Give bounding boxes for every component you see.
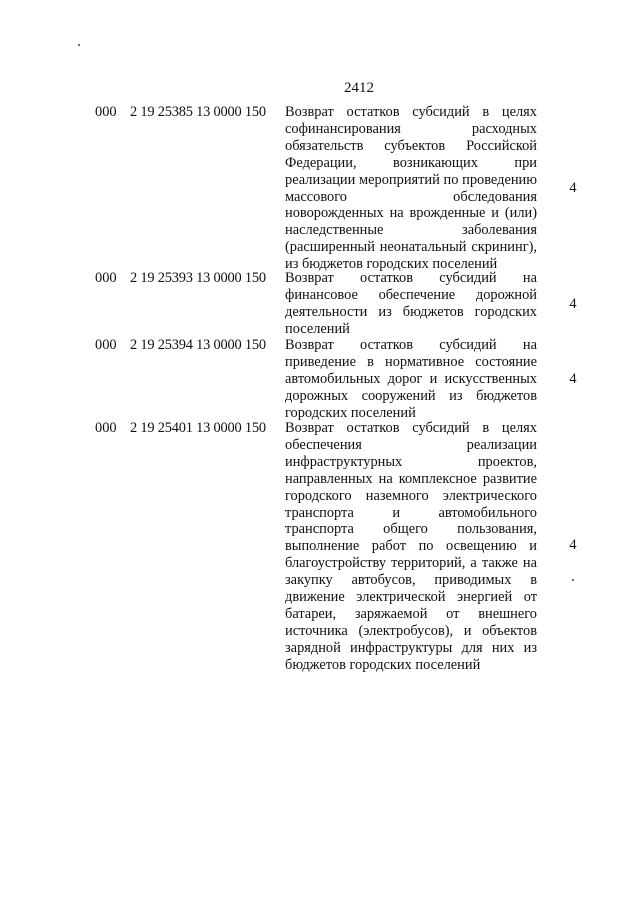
description-line: Возврат остатков субсидий на xyxy=(285,270,537,286)
scan-speck xyxy=(572,579,574,581)
description-line: городских поселений xyxy=(285,404,416,421)
table-row xyxy=(0,270,640,338)
description-line: приведение в нормативное состояние xyxy=(285,353,537,370)
table-row xyxy=(0,420,640,675)
admin-code: 000 xyxy=(95,337,117,353)
description-line: поселений xyxy=(285,320,350,337)
description-line: транспорта и автомобильного xyxy=(285,504,537,521)
description-line: Возврат остатков субсидий в целях xyxy=(285,104,537,120)
table-row xyxy=(0,337,640,422)
column-value: 4 xyxy=(569,537,577,553)
description-line: бюджетов городских поселений xyxy=(285,656,481,673)
description-line: источника (электробусов), и объектов xyxy=(285,622,537,639)
description-line: Федерации, возникающих при xyxy=(285,154,537,171)
description-line: благоустройству территорий, а также на xyxy=(285,555,537,572)
income-description xyxy=(285,270,537,338)
description-line: автомобильных дорог и искусственных xyxy=(285,370,537,387)
description-line: обязательств субъектов Российской xyxy=(285,137,537,154)
description-line: выполнение работ по освещению и xyxy=(285,538,537,555)
column-value: 4 xyxy=(569,371,577,387)
budget-classification-code: 2 19 25385 13 0000 150 xyxy=(130,104,266,120)
column-value: 4 xyxy=(569,296,577,312)
table-row xyxy=(0,104,640,274)
description-line: массового обследования xyxy=(285,188,537,205)
description-line: (расширенный неонатальный скрининг), xyxy=(285,239,537,256)
description-line: Возврат остатков субсидий на xyxy=(285,337,537,353)
description-line: финансовое обеспечение дорожной xyxy=(285,286,537,303)
income-description xyxy=(285,420,537,674)
description-line: софинансирования расходных xyxy=(285,120,537,137)
income-description xyxy=(285,104,537,273)
description-line: наследственные заболевания xyxy=(285,222,537,239)
description-line: направленных на комплексное развитие xyxy=(285,470,537,487)
admin-code: 000 xyxy=(95,104,117,120)
admin-code: 000 xyxy=(95,270,117,286)
description-line: городского наземного электрического xyxy=(285,487,537,504)
description-line: движение электрической энергией от xyxy=(285,589,537,606)
description-line: закупку автобусов, приводимых в xyxy=(285,572,537,589)
description-line: деятельности из бюджетов городских xyxy=(285,303,537,320)
income-description xyxy=(285,337,537,422)
budget-classification-code: 2 19 25393 13 0000 150 xyxy=(130,270,266,286)
page-number: 2412 xyxy=(344,80,374,96)
description-line: дорожных сооружений из бюджетов xyxy=(285,387,537,404)
budget-classification-code: 2 19 25394 13 0000 150 xyxy=(130,337,266,353)
admin-code: 000 xyxy=(95,420,117,436)
description-line: новорожденных на врожденные и (или) xyxy=(285,205,537,222)
description-line: зарядной инфраструктуры для них из xyxy=(285,639,537,656)
description-line: реализации мероприятий по проведению xyxy=(285,171,537,188)
description-line: батареи, заряжаемой от внешнего xyxy=(285,605,537,622)
description-line: инфраструктурных проектов, xyxy=(285,453,537,470)
description-line: транспорта общего пользования, xyxy=(285,521,537,538)
description-line: Возврат остатков субсидий в целях xyxy=(285,420,537,436)
column-value: 4 xyxy=(569,180,577,196)
description-line: обеспечения реализации xyxy=(285,436,537,453)
budget-classification-code: 2 19 25401 13 0000 150 xyxy=(130,420,266,436)
description-line: из бюджетов городских поселений xyxy=(285,256,498,273)
scan-speck xyxy=(78,44,80,46)
